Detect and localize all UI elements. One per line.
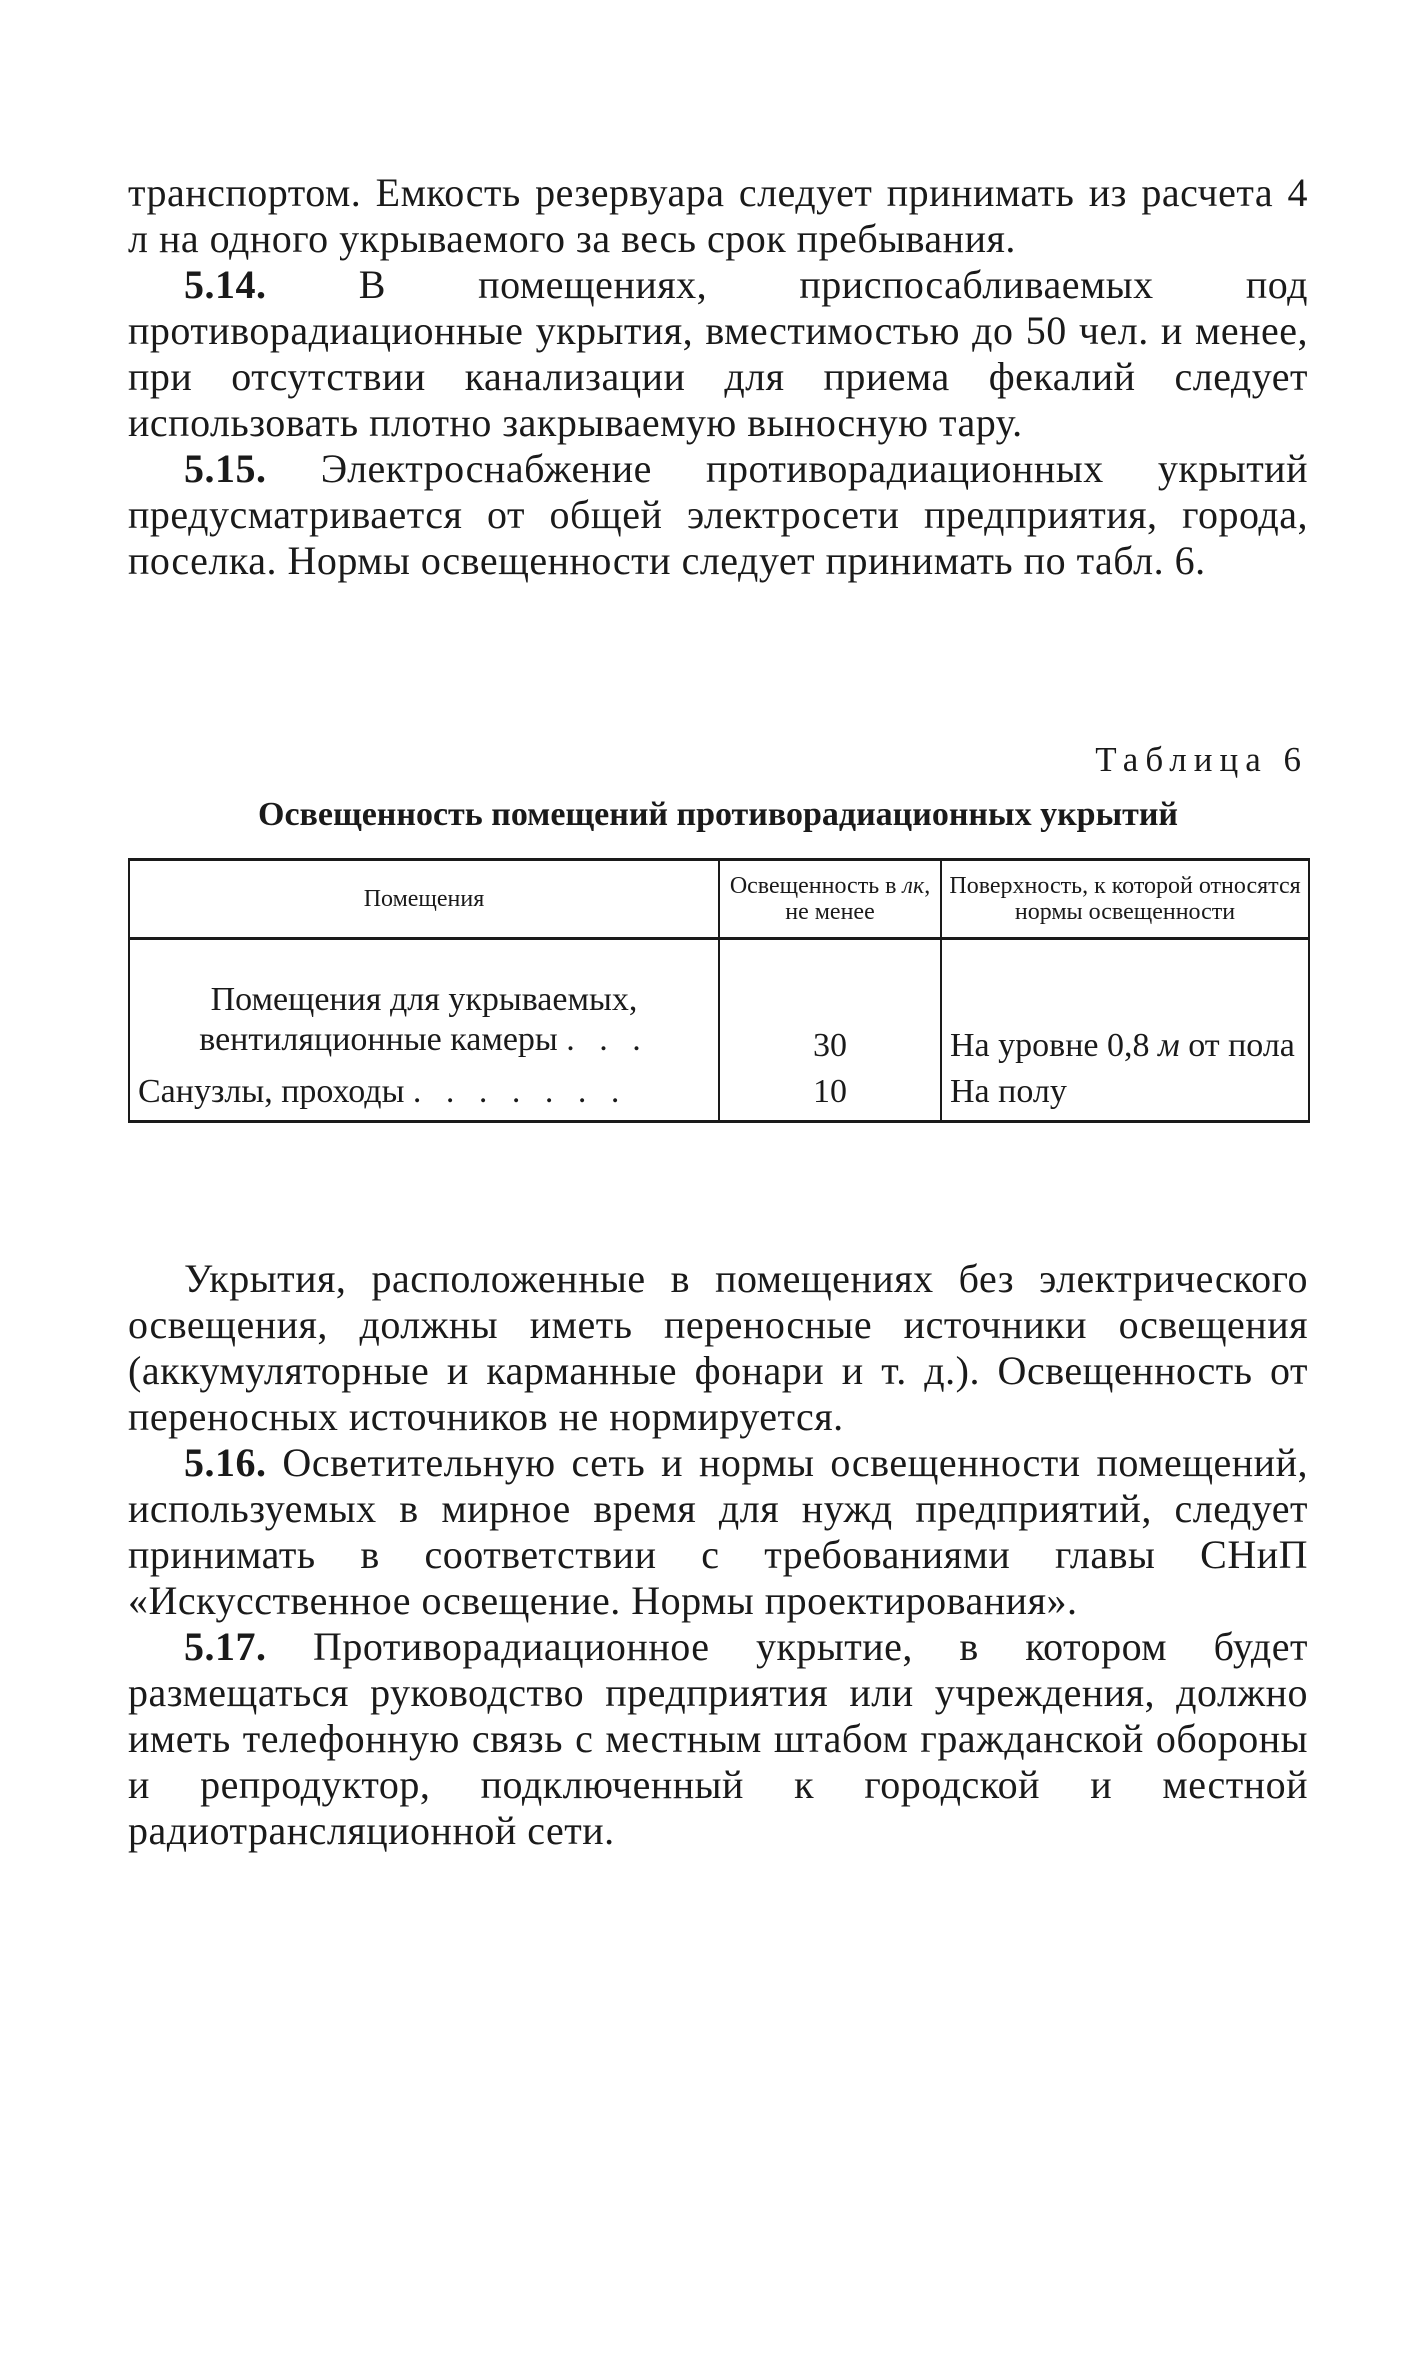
- paragraph-continuation: [128, 170, 1308, 262]
- cell-illuminance: 10: [719, 1066, 941, 1122]
- unit-meter: м: [1157, 1027, 1180, 1064]
- clause-number: 5.16.: [184, 1440, 267, 1485]
- text-block-bottom: [128, 1256, 1308, 1854]
- cell-surface: На уровне 0,8 м от пола: [941, 939, 1309, 1067]
- paragraph-text: Осветительную сеть и нормы освещенности помещений, используемых в мирное время для нужд предприятий, следует принимать в соответствии с требованиями главы СНиП «Искусственное освещение. Нормы проектирования».: [128, 1440, 1308, 1623]
- cell-surface: На полу: [941, 1066, 1309, 1122]
- table-row: [129, 939, 1309, 1067]
- header-room: Помещения: [129, 860, 719, 939]
- header-surface: Поверхность, к которой относятся нормы освещенности: [941, 860, 1309, 939]
- cell-illuminance: 30: [719, 939, 941, 1067]
- paragraph-5-16: [128, 1440, 1308, 1624]
- paragraph-shelter-lighting: [128, 1256, 1308, 1440]
- paragraph-text: Электроснабжение противорадиационных укрытий предусматривается от общей электросети предприятия, города, поселка. Нормы освещенности следует принимать по табл. 6.: [128, 446, 1308, 583]
- unit-lux: лк: [902, 873, 925, 899]
- clause-number: 5.14.: [184, 262, 267, 307]
- illuminance-table: [128, 858, 1310, 1123]
- paragraph-5-15: [128, 446, 1308, 584]
- paragraph-text: Укрытия, расположенные в помещениях без электрического освещения, должны иметь переносные источники освещения (аккумуляторные и карманные фонари и т. д.). Освещенность от переносных источников не нормируется.: [128, 1256, 1308, 1439]
- paragraph-5-14: [128, 262, 1308, 446]
- clause-number: 5.15.: [184, 446, 267, 491]
- paragraph-text: В помещениях, приспосабливаемых под противорадиационные укрытия, вместимостью до 50 чел. и менее, при отсутствии канализации для приема фекалий следует использовать плотно закрываемую выносную тару.: [128, 262, 1308, 445]
- paragraph-text: Противорадиационное укрытие, в котором будет размещаться руководство предприятия или учреждения, должно иметь телефонную связь с местным штабом гражданской обороны и репродуктор, подключенный к городской и местной радиотрансляционной сети.: [128, 1624, 1308, 1853]
- header-illuminance: Освещенность в лк, не менее: [719, 860, 941, 939]
- cell-room: Помещения для укрываемых, вентиляционные камеры . . .: [129, 939, 719, 1067]
- table-row: [129, 1066, 1309, 1122]
- table-title: Освещенность помещений противорадиационных укрытий: [258, 796, 1178, 833]
- clause-number: 5.17.: [184, 1624, 267, 1669]
- table-label: Таблица 6: [1095, 740, 1308, 779]
- leader-dots: . . . . . . .: [412, 1073, 628, 1110]
- table-header-row: [129, 860, 1309, 939]
- paragraph-5-17: [128, 1624, 1308, 1854]
- text-block-top: [128, 170, 1308, 584]
- leader-dots: . . .: [566, 1021, 649, 1058]
- paragraph-text: транспортом. Емкость резервуара следует принимать из расчета 4 л на одного укрываемого за весь срок пребывания.: [128, 170, 1308, 261]
- cell-room: Санузлы, проходы . . . . . . .: [129, 1066, 719, 1122]
